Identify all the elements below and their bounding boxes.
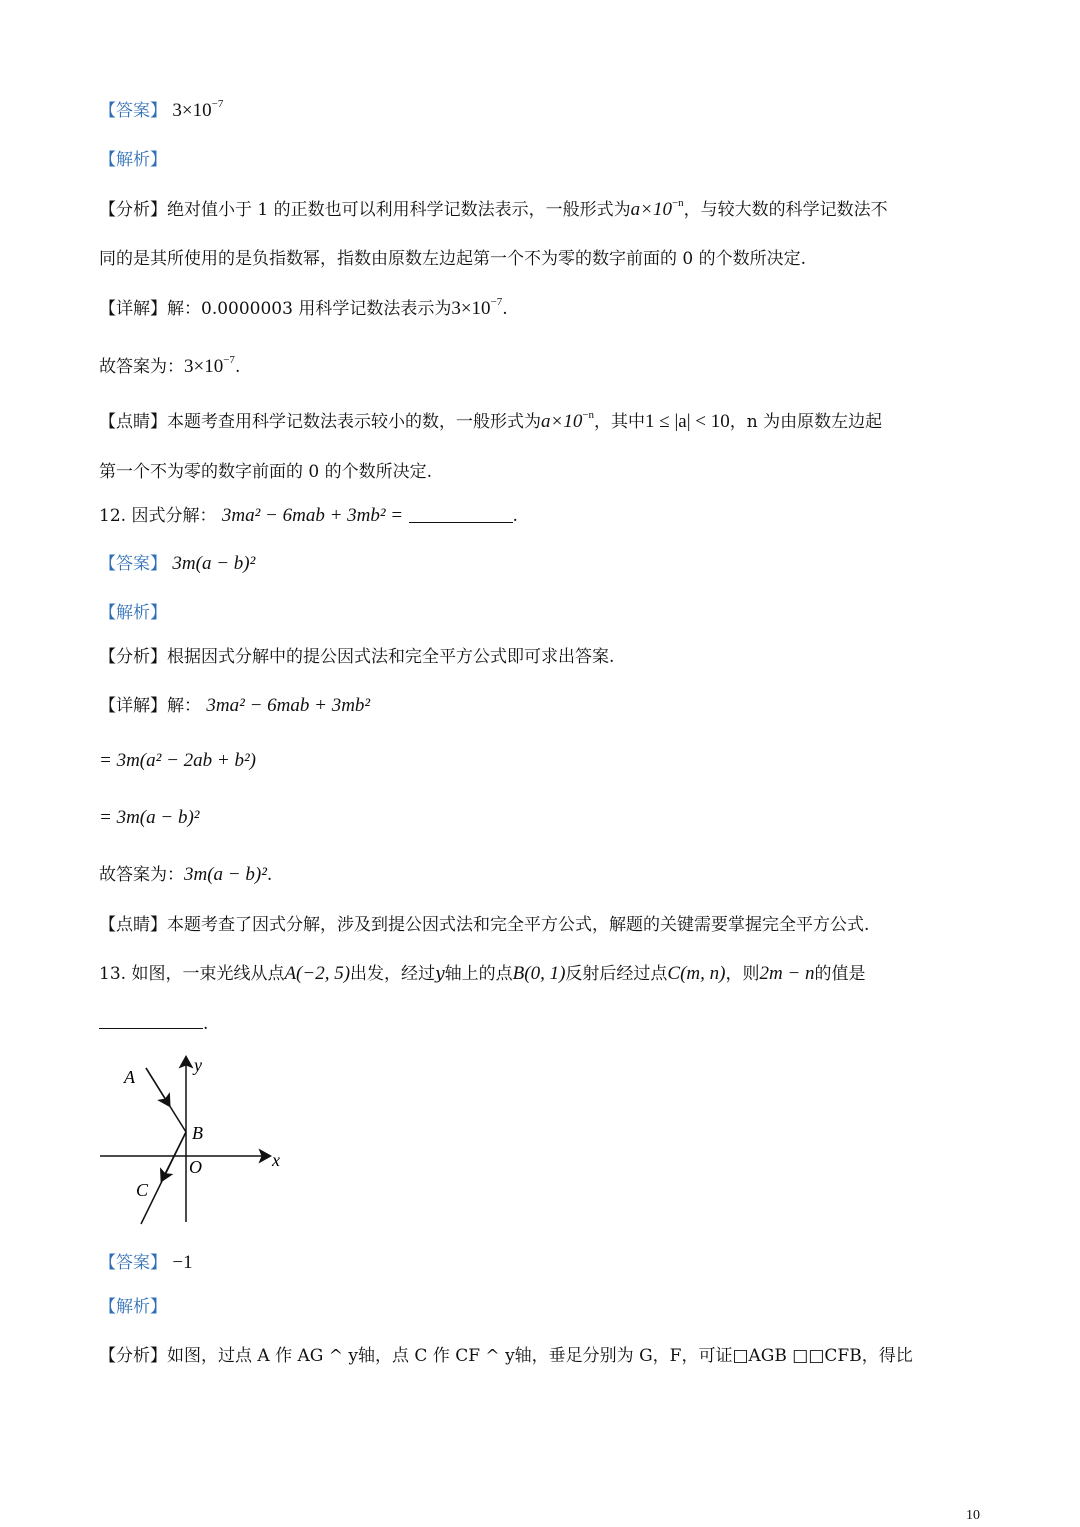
dianjing-tag: 【点睛】 bbox=[99, 412, 167, 432]
q12-dianjing: 【点睛】本题考查了因式分解，涉及到提公因式法和完全平方公式，解题的关键需要掌握完全平方公式. bbox=[99, 915, 870, 935]
label-A: A bbox=[124, 1067, 135, 1087]
q11-analysis-tag: 【解析】 bbox=[99, 150, 167, 170]
q12-fenxi: 【分析】根据因式分解中的提公因式法和完全平方公式即可求出答案. bbox=[99, 647, 615, 667]
q11-answer-line bbox=[99, 99, 223, 123]
fenxi-tag: 【分析】 bbox=[99, 200, 167, 220]
q12-gu: 故答案为：3m(a − b)². bbox=[99, 864, 273, 885]
q12-step2: = 3m(a − b)² bbox=[99, 807, 200, 828]
q12-step1: = 3m(a² − 2ab + b²) bbox=[99, 750, 256, 771]
general-form: $a\times 10^{-n}$ bbox=[630, 197, 684, 220]
inequality: 1 ≤ |a| < 10 bbox=[645, 411, 730, 432]
label-x: x bbox=[272, 1150, 280, 1170]
q12-answer-line: 【答案】 3m(a − b)² bbox=[99, 553, 256, 574]
q11-xiangjie: 【详解】解：0.0000003 用科学记数法表示为$3\times 10^{-7}$. bbox=[99, 296, 508, 319]
answer-tag: 【答案】 bbox=[99, 101, 167, 121]
question-number: 12. bbox=[99, 506, 127, 526]
q11-dianjing-line2: 第一个不为零的数字前面的 0 的个数所决定. bbox=[99, 462, 433, 482]
q13-blank-line: . bbox=[99, 1012, 208, 1036]
q12-question: 12. 因式分解： 3ma² − 6mab + 3mb² = . bbox=[99, 505, 518, 526]
answer-blank bbox=[99, 1012, 203, 1029]
q13-fenxi: 【分析】如图，过点 A 作 AG ^ y轴，点 C 作 CF ^ y轴，垂足分别为 G，F，可证□AGB □□CFB，得比 bbox=[99, 1346, 913, 1366]
q11-fenxi-line1: 【分析】绝对值小于 1 的正数也可以利用科学记数法表示，一般形式为$a\times 10^{-n}$，与较大数的科学记数法不 bbox=[99, 197, 888, 220]
label-O: O bbox=[189, 1157, 202, 1177]
answer-value: 3m(a − b)² bbox=[172, 553, 256, 574]
q12-analysis-tag: 【解析】 bbox=[99, 603, 167, 623]
question-expr: 3ma² − 6mab + 3mb² = bbox=[221, 505, 404, 526]
xiangjie-tag: 【详解】 bbox=[99, 299, 167, 319]
label-y: y bbox=[194, 1055, 202, 1075]
q12-xiangjie: 【详解】解： 3ma² − 6mab + 3mb² bbox=[99, 695, 371, 716]
answer-value: −1 bbox=[172, 1252, 193, 1273]
answer-value: $3\times 10^{-7}$ bbox=[172, 98, 224, 121]
q11-dianjing-line1: 【点睛】本题考查用科学记数法表示较小的数，一般形式为$a\times 10^{-n}$，其中1 ≤ |a| < 10，n 为由原数左边起 bbox=[99, 409, 883, 432]
q13-question: 13. 如图，一束光线从点A(−2, 5)出发，经过y轴上的点B(0, 1)反射后经过点C(m, n)，则2m − n的值是 bbox=[99, 963, 866, 984]
label-B: B bbox=[192, 1123, 203, 1143]
question-number: 13. bbox=[99, 964, 127, 984]
q13-answer-line: 【答案】 −1 bbox=[99, 1252, 193, 1273]
reflection-figure bbox=[95, 1050, 295, 1230]
page-number: 10 bbox=[966, 1508, 980, 1523]
answer-blank bbox=[409, 506, 513, 523]
label-C: C bbox=[136, 1180, 149, 1200]
q11-fenxi-line2: 同的是其所使用的是负指数幂，指数由原数左边起第一个不为零的数字前面的 0 的个数所决定. bbox=[99, 249, 807, 269]
q11-gu: 故答案为：$3\times 10^{-7}$. bbox=[99, 354, 241, 377]
q13-analysis-tag: 【解析】 bbox=[99, 1297, 167, 1317]
